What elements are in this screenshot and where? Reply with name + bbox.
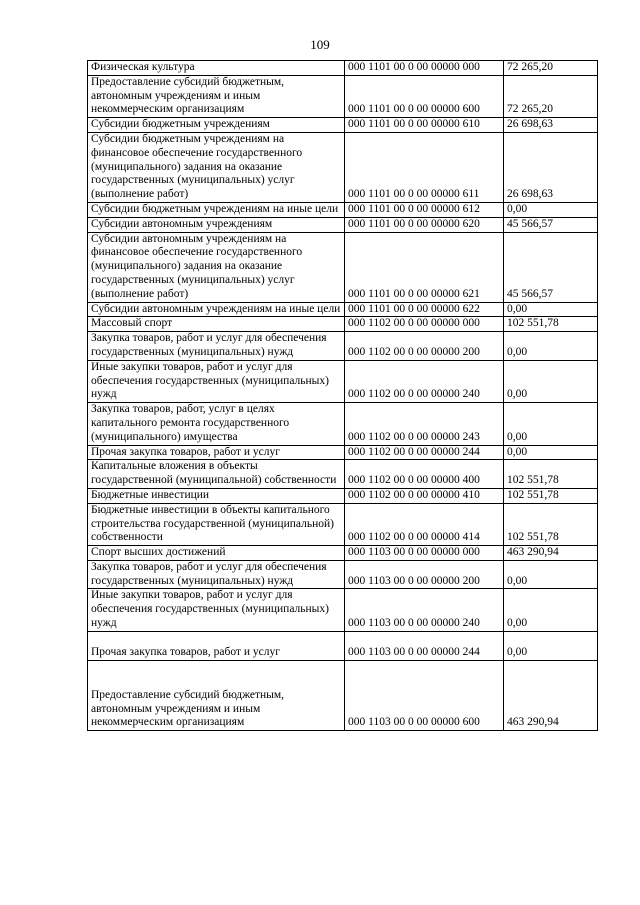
table-row <box>88 488 598 503</box>
row-name: Капитальные вложения в объекты государственной (муниципальной) собственности <box>88 460 345 489</box>
row-code: 000 1102 00 0 00 00000 414 <box>345 503 504 545</box>
table-row <box>88 360 598 402</box>
row-sum: 0,00 <box>504 332 598 361</box>
row-code: 000 1101 00 0 00 00000 612 <box>345 202 504 217</box>
row-name: Субсидии автономным учреждениям на финансовое обеспечение государственного (муниципального) задания на оказание государственных (муниципальных) услуг (выполнение работ) <box>88 232 345 302</box>
table-row <box>88 217 598 232</box>
row-sum: 0,00 <box>504 445 598 460</box>
table-row <box>88 232 598 302</box>
budget-table <box>87 60 598 731</box>
row-name: Массовый спорт <box>88 317 345 332</box>
row-code: 000 1101 00 0 00 00000 621 <box>345 232 504 302</box>
row-sum: 0,00 <box>504 589 598 631</box>
row-code: 000 1102 00 0 00 00000 410 <box>345 488 504 503</box>
row-name: Субсидии бюджетным учреждениям на финансовое обеспечение государственного (муниципального) задания на оказание государственных (муниципальных) услуг (выполнение работ) <box>88 132 345 202</box>
row-sum: 102 551,78 <box>504 503 598 545</box>
row-code: 000 1102 00 0 00 00000 000 <box>345 317 504 332</box>
row-name: Физическая культура <box>88 61 345 76</box>
row-name: Прочая закупка товаров, работ и услуг <box>88 445 345 460</box>
row-name: Иные закупки товаров, работ и услуг для обеспечения государственных (муниципальных) нужд <box>88 589 345 631</box>
row-sum: 102 551,78 <box>504 460 598 489</box>
row-code: 000 1102 00 0 00 00000 243 <box>345 403 504 445</box>
table-row <box>88 460 598 489</box>
row-sum: 0,00 <box>504 631 598 660</box>
row-code: 000 1101 00 0 00 00000 622 <box>345 302 504 317</box>
table-row <box>88 660 598 730</box>
table-row <box>88 302 598 317</box>
table-row <box>88 332 598 361</box>
row-code: 000 1103 00 0 00 00000 240 <box>345 589 504 631</box>
row-code: 000 1101 00 0 00 00000 611 <box>345 132 504 202</box>
row-name: Субсидии бюджетным учреждениям <box>88 118 345 133</box>
row-sum: 0,00 <box>504 202 598 217</box>
row-sum: 102 551,78 <box>504 488 598 503</box>
row-sum: 45 566,57 <box>504 232 598 302</box>
row-code: 000 1101 00 0 00 00000 600 <box>345 75 504 117</box>
row-sum: 72 265,20 <box>504 61 598 76</box>
table-row <box>88 403 598 445</box>
table-row <box>88 560 598 589</box>
row-sum: 0,00 <box>504 360 598 402</box>
row-code: 000 1101 00 0 00 00000 610 <box>345 118 504 133</box>
row-code: 000 1103 00 0 00 00000 000 <box>345 546 504 561</box>
table-row <box>88 631 598 660</box>
row-code: 000 1103 00 0 00 00000 244 <box>345 631 504 660</box>
table-row <box>88 445 598 460</box>
table-row <box>88 589 598 631</box>
row-name: Бюджетные инвестиции <box>88 488 345 503</box>
row-name: Прочая закупка товаров, работ и услуг <box>88 631 345 660</box>
table-row <box>88 202 598 217</box>
row-code: 000 1102 00 0 00 00000 240 <box>345 360 504 402</box>
table-row <box>88 317 598 332</box>
row-name: Субсидии автономным учреждениям на иные цели <box>88 302 345 317</box>
row-name: Предоставление субсидий бюджетным, автономным учреждениям и иным некоммерческим организациям <box>88 660 345 730</box>
table-row <box>88 132 598 202</box>
row-sum: 72 265,20 <box>504 75 598 117</box>
row-code: 000 1101 00 0 00 00000 000 <box>345 61 504 76</box>
table-row <box>88 75 598 117</box>
row-sum: 0,00 <box>504 403 598 445</box>
row-name: Спорт высших достижений <box>88 546 345 561</box>
row-code: 000 1102 00 0 00 00000 400 <box>345 460 504 489</box>
row-sum: 26 698,63 <box>504 132 598 202</box>
row-code: 000 1102 00 0 00 00000 244 <box>345 445 504 460</box>
row-name: Субсидии автономным учреждениям <box>88 217 345 232</box>
row-sum: 102 551,78 <box>504 317 598 332</box>
row-code: 000 1103 00 0 00 00000 200 <box>345 560 504 589</box>
table-row <box>88 546 598 561</box>
row-code: 000 1101 00 0 00 00000 620 <box>345 217 504 232</box>
table-row <box>88 503 598 545</box>
row-code: 000 1102 00 0 00 00000 200 <box>345 332 504 361</box>
row-sum: 463 290,94 <box>504 660 598 730</box>
row-name: Бюджетные инвестиции в объекты капитального строительства государственной (муниципальной) собственности <box>88 503 345 545</box>
row-sum: 463 290,94 <box>504 546 598 561</box>
row-sum: 0,00 <box>504 560 598 589</box>
row-name: Субсидии бюджетным учреждениям на иные цели <box>88 202 345 217</box>
row-name: Закупка товаров, работ и услуг для обеспечения государственных (муниципальных) нужд <box>88 332 345 361</box>
page-number: 109 <box>310 37 330 52</box>
row-sum: 26 698,63 <box>504 118 598 133</box>
table-row <box>88 61 598 76</box>
row-sum: 45 566,57 <box>504 217 598 232</box>
row-name: Предоставление субсидий бюджетным, автономным учреждениям и иным некоммерческим организациям <box>88 75 345 117</box>
table-row <box>88 118 598 133</box>
row-code: 000 1103 00 0 00 00000 600 <box>345 660 504 730</box>
row-name: Закупка товаров, работ и услуг для обеспечения государственных (муниципальных) нужд <box>88 560 345 589</box>
row-sum: 0,00 <box>504 302 598 317</box>
row-name: Закупка товаров, работ, услуг в целях капитального ремонта государственного (муниципального) имущества <box>88 403 345 445</box>
row-name: Иные закупки товаров, работ и услуг для обеспечения государственных (муниципальных) нужд <box>88 360 345 402</box>
